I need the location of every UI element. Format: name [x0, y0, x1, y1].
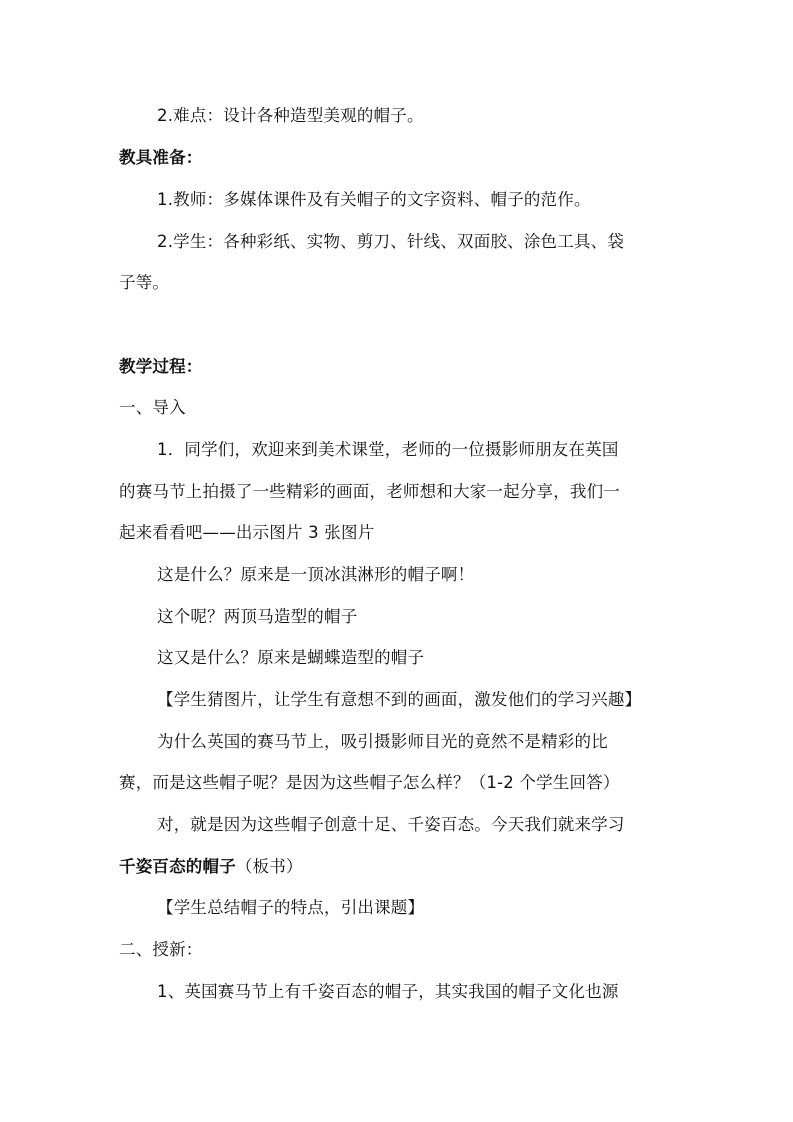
topic-title: 千姿百态的帽子 [119, 857, 236, 876]
why-line-2: 赛，而是这些帽子呢？是因为这些帽子怎么样？（1-2 个学生回答） [119, 773, 620, 792]
prep-teacher-line: 1.教师：多媒体课件及有关帽子的文字资料、帽子的范作。 [157, 190, 591, 209]
prep-heading: 教具准备： [119, 148, 203, 167]
difficulty-line: 2.难点：设计各种造型美观的帽子。 [157, 106, 424, 125]
intro-paragraph-line-3: 起来看看吧——出示图片 3 张图片 [119, 523, 375, 542]
topic-suffix: （板书） [235, 857, 303, 876]
prep-student-line-2: 子等。 [119, 273, 170, 292]
section1-title: 一、导入 [119, 398, 186, 417]
teaching-note-2: 【学生总结帽子的特点，引出课题】 [157, 898, 425, 917]
answer-line-1: 对，就是因为这些帽子创意十足、千姿百态。今天我们就来学习 [157, 815, 625, 834]
teaching-note-1: 【学生猜图片，让学生有意想不到的画面，激发他们的学习兴趣】 [157, 690, 642, 709]
prep-student-line-1: 2.学生：各种彩纸、实物、剪刀、针线、双面胶、涂色工具、袋 [157, 232, 625, 251]
intro-paragraph-line-2: 的赛马节上拍摄了一些精彩的画面，老师想和大家一起分享，我们一 [119, 482, 620, 501]
process-heading: 教学过程： [119, 357, 203, 376]
intro-paragraph-line-1: 1．同学们，欢迎来到美术课堂，老师的一位摄影师朋友在英国 [157, 440, 619, 459]
question-3: 这又是什么？原来是蝴蝶造型的帽子 [157, 648, 425, 667]
section2-title: 二、授新： [119, 940, 203, 959]
question-1: 这是什么？原来是一顶冰淇淋形的帽子啊！ [157, 565, 475, 584]
topic-line [119, 857, 303, 877]
new-paragraph-line-1: 1、英国赛马节上有千姿百态的帽子，其实我国的帽子文化也源 [157, 982, 619, 1001]
why-line-1: 为什么英国的赛马节上，吸引摄影师目光的竟然不是精彩的比 [157, 732, 608, 751]
question-2: 这个呢？两顶马造型的帽子 [157, 607, 358, 626]
